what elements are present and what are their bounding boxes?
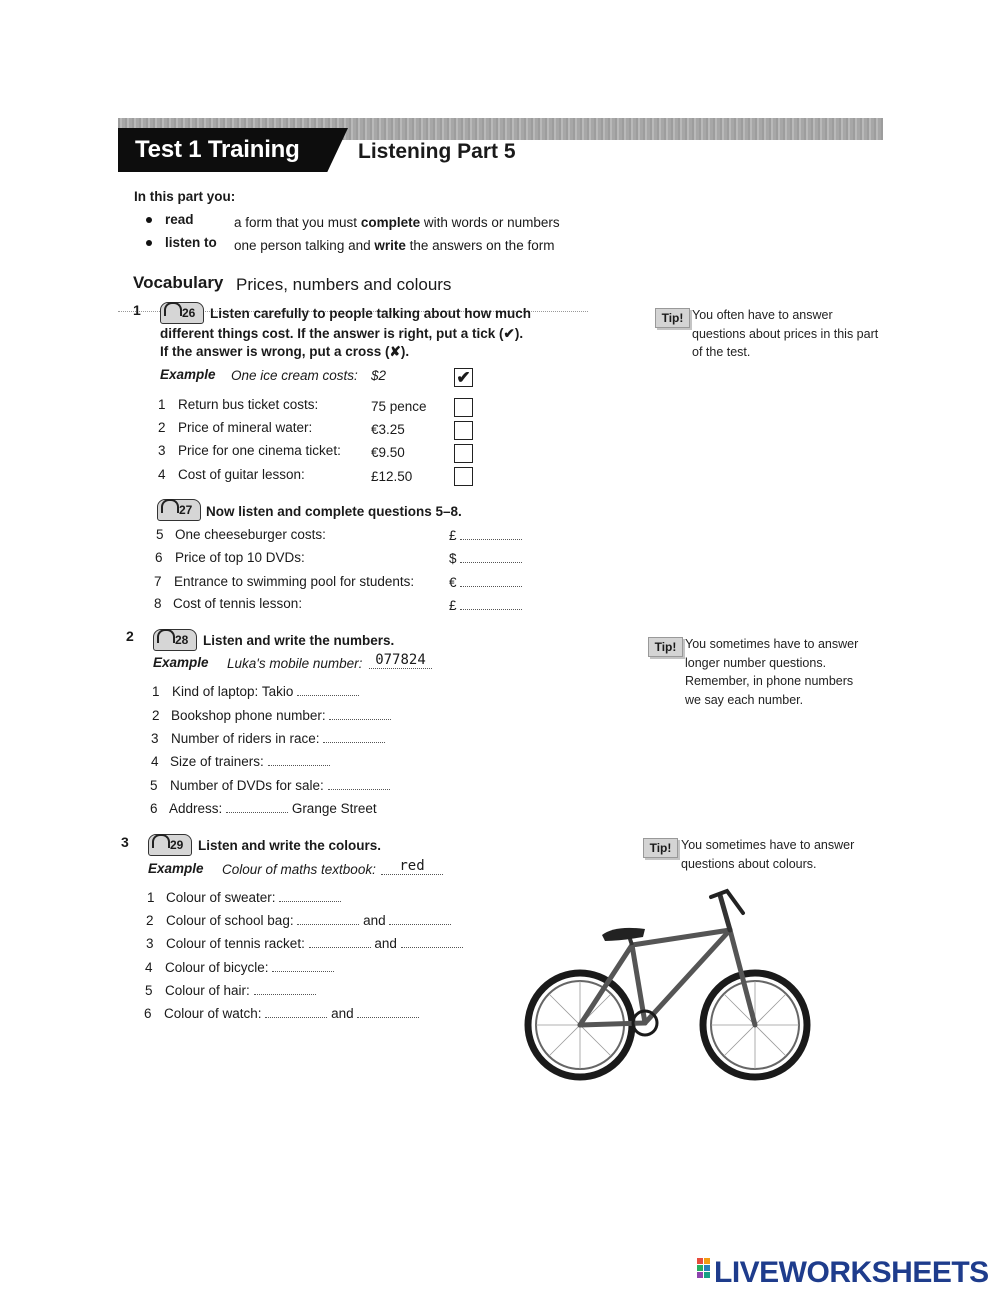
item-number: 7	[154, 574, 162, 589]
ex1-instruction-line: Listen carefully to people talking about how much	[210, 306, 532, 321]
answer-checkbox[interactable]	[454, 467, 473, 486]
answer-field[interactable]: Colour of watch: and	[164, 1006, 419, 1021]
answer-field[interactable]: £	[449, 598, 522, 613]
answer-field[interactable]: Size of trainers:	[170, 754, 330, 769]
item-label: Price of mineral water:	[178, 420, 313, 435]
answer-field[interactable]: Colour of tennis racket: and	[166, 936, 463, 951]
item-number: 5	[145, 983, 153, 998]
answer-field[interactable]: Number of riders in race:	[171, 731, 385, 746]
item-number: 5	[150, 778, 158, 793]
item-value: 75 pence	[371, 399, 427, 414]
answer-field[interactable]: Kind of laptop: Takio	[172, 684, 359, 699]
item-number: 6	[155, 550, 163, 565]
item-number: 3	[158, 443, 166, 458]
tip-badge: Tip!	[655, 308, 690, 328]
item-label: Price of top 10 DVDs:	[175, 550, 305, 565]
example-value: $2	[371, 368, 387, 383]
example-text: One ice cream costs:	[231, 368, 358, 383]
item-number: 3	[146, 936, 154, 951]
ex1-instruction-2: Now listen and complete questions 5–8.	[206, 504, 462, 519]
ex1-instruction-line: different things cost. If the answer is right, put a tick (✔).	[160, 326, 524, 341]
tick-checkbox: ✔	[454, 368, 473, 387]
item-number: 6	[150, 801, 158, 816]
intro-bullet-text: a form that you must complete with words or numbers	[234, 215, 560, 230]
item-label: Entrance to swimming pool for students:	[174, 574, 415, 589]
item-number: 8	[154, 596, 162, 611]
exercise-number: 3	[121, 834, 129, 850]
intro-bullet-text: one person talking and write the answers on the form	[234, 238, 555, 253]
example-answer: 077824	[369, 652, 432, 669]
intro-bullet-pre: read	[165, 212, 194, 227]
ex1-instruction-line: If the answer is wrong, put a cross (✘).	[160, 344, 410, 359]
item-label: Cost of guitar lesson:	[178, 467, 305, 482]
answer-field[interactable]: Bookshop phone number:	[171, 708, 391, 723]
answer-checkbox[interactable]	[454, 444, 473, 463]
tip-text: You sometimes have to answer longer number questions. Remember, in phone numbers we say each number.	[685, 637, 859, 707]
audio-track-icon[interactable]: 27	[157, 499, 201, 521]
liveworksheets-logo[interactable]: LIVEWORKSHEETS	[714, 1256, 989, 1289]
example-text: Colour of maths textbook:	[222, 862, 376, 877]
answer-checkbox[interactable]	[454, 421, 473, 440]
liveworksheets-logo-icon	[697, 1258, 711, 1282]
exercise-number: 1	[133, 302, 141, 318]
item-number: 4	[151, 754, 159, 769]
item-value: €9.50	[371, 445, 405, 460]
example-label: Example	[160, 367, 216, 382]
answer-field[interactable]: Colour of bicycle:	[165, 960, 334, 975]
ex3-instruction: Listen and write the colours.	[198, 838, 382, 853]
audio-track-icon[interactable]: 28	[153, 629, 197, 651]
item-number: 1	[158, 397, 166, 412]
ex2-instruction: Listen and write the numbers.	[203, 633, 395, 648]
exercise-number: 2	[126, 628, 134, 644]
example-label: Example	[153, 655, 209, 670]
item-label: One cheeseburger costs:	[175, 527, 326, 542]
item-label: Cost of tennis lesson:	[173, 596, 303, 611]
item-number: 2	[152, 708, 160, 723]
audio-track-icon[interactable]: 26	[160, 302, 204, 324]
answer-field[interactable]: Colour of sweater:	[166, 890, 341, 905]
answer-field[interactable]: €	[449, 575, 522, 590]
bullet-icon	[146, 240, 152, 246]
tip-text: You sometimes have to answer questions about colours.	[681, 838, 855, 871]
item-label: Price for one cinema ticket:	[178, 443, 341, 458]
item-number: 4	[158, 467, 166, 482]
item-number: 2	[146, 913, 154, 928]
item-number: 3	[151, 731, 159, 746]
answer-field[interactable]: $	[449, 551, 522, 566]
item-number: 1	[147, 890, 155, 905]
page-title: Test 1 Training	[135, 136, 300, 163]
audio-track-icon[interactable]: 29	[148, 834, 192, 856]
item-value: £12.50	[371, 469, 413, 484]
tip-badge: Tip!	[648, 637, 683, 657]
vocabulary-subheading: Prices, numbers and colours	[236, 275, 452, 294]
item-number: 1	[152, 684, 160, 699]
tip-text: You often have to answer questions about prices in this part of the test.	[692, 308, 879, 359]
answer-field[interactable]: £	[449, 528, 522, 543]
vocabulary-heading: Vocabulary	[133, 273, 224, 292]
answer-checkbox[interactable]	[454, 398, 473, 417]
intro-heading: In this part you:	[134, 189, 236, 204]
bullet-icon	[146, 217, 152, 223]
item-number: 6	[144, 1006, 152, 1021]
item-number: 4	[145, 960, 153, 975]
item-number: 2	[158, 420, 166, 435]
tip-badge: Tip!	[643, 838, 678, 858]
item-number: 5	[156, 527, 164, 542]
example-label: Example	[148, 861, 204, 876]
example-answer: red	[381, 858, 443, 875]
bicycle-image	[515, 885, 815, 1100]
example-text: Luka's mobile number:	[227, 656, 363, 671]
item-value: €3.25	[371, 422, 405, 437]
answer-field[interactable]: Colour of school bag: and	[166, 913, 451, 928]
answer-field[interactable]: Number of DVDs for sale:	[170, 778, 390, 793]
intro-bullet-pre: listen to	[165, 235, 217, 250]
item-label: Return bus ticket costs:	[178, 397, 319, 412]
answer-field[interactable]: Colour of hair:	[165, 983, 316, 998]
answer-field[interactable]: Address: Grange Street	[169, 801, 377, 816]
page-subtitle: Listening Part 5	[358, 140, 516, 163]
